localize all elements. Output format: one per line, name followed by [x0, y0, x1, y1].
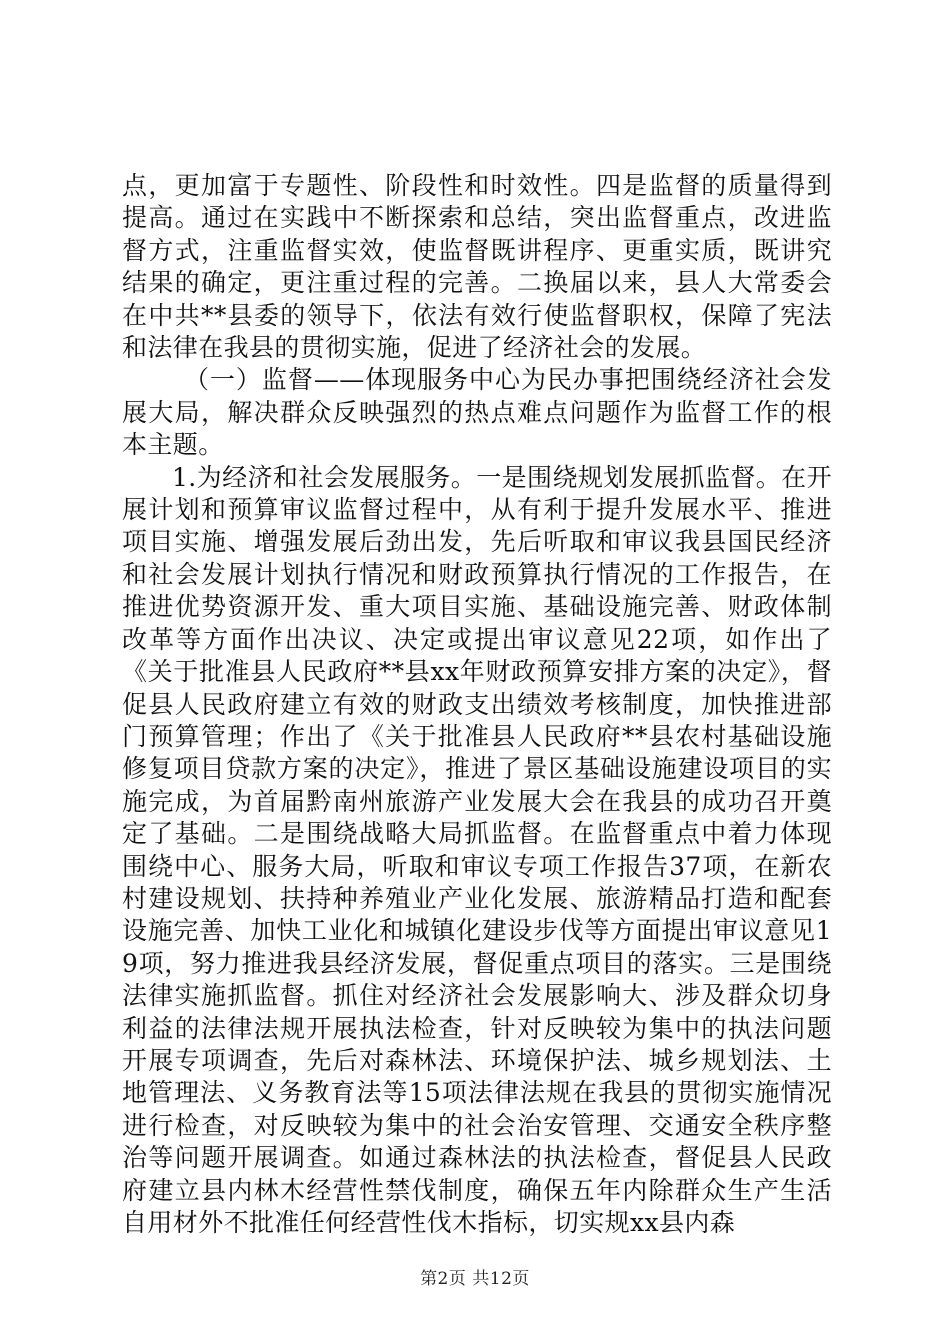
page-footer: 第2页 共12页	[420, 1269, 530, 1289]
paragraph-1: 点，更加富于专题性、阶段性和时效性。四是监督的质量得到提高。通过在实践中不断探索和总结，突出监督重点，改进监督方式，注重监督实效，使监督既讲程序、更重实质，既讲究结果的确定，更注重过程的完善。二换届以来，县人大常委会在中共**县委的领导下，依法有效行使监督职权，保障了宪法和法律在我县的贯彻实施，促进了经济社会的发展。	[122, 171, 832, 363]
document-body	[122, 170, 832, 1239]
paragraph-2: （一）监督——体现服务中心为民办事把围绕经济社会发展大局，解决群众反映强烈的热点难点问题作为监督工作的根本主题。	[122, 365, 832, 460]
paragraph-3: 1.为经济和社会发展服务。一是围绕规划发展抓监督。在开展计划和预算审议监督过程中，从有利于提升发展水平、推进项目实施、增强发展后劲出发，先后听取和审议我县国民经济和社会发展计划执行情况和财政预算执行情况的工作报告，在推进优势资源开发、重大项目实施、基础设施完善、财政体制改革等方面作出决议、决定或提出审议意见22项，如作出了《关于批准县人民政府**县xx年财政预算安排方案的决定》，督促县人民政府建立有效的财政支出绩效考核制度，加快推进部门预算管理；作出了《关于批准县人民政府**县农村基础设施修复项目贷款方案的决定》，推进了景区基础设施建设项目的实施完成，为首届黔南州旅游产业发展大会在我县的成功召开奠定了基础。二是围绕战略大局抓监督。在监督重点中着力体现围绕中心、服务大局，听取和审议专项工作报告37项，在新农村建设规划、扶持种养殖业产业化发展、旅游精品打造和配套设施完善、加快工业化和城镇化建设步伐等方面提出审议意见19项，努力推进我县经济发展，督促重点项目的落实。三是围绕法律实施抓监督。抓住对经济社会发展影响大、涉及群众切身利益的法律法规开展执法检查，针对反映较为集中的执法问题开展专项调查，先后对森林法、环境保护法、城乡规划法、土地管理法、义务教育法等15项法律法规在我县的贯彻实施情况进行检查，对反映较为集中的社会治安管理、交通安全秩序整治等问题开展调查。如通过森林法的执法检查，督促县人民政府建立县内林木经营性禁伐制度，确保五年内除群众生产生活自用材外不批准任何经营性伐木指标，切实规xx县内森	[122, 462, 832, 1237]
